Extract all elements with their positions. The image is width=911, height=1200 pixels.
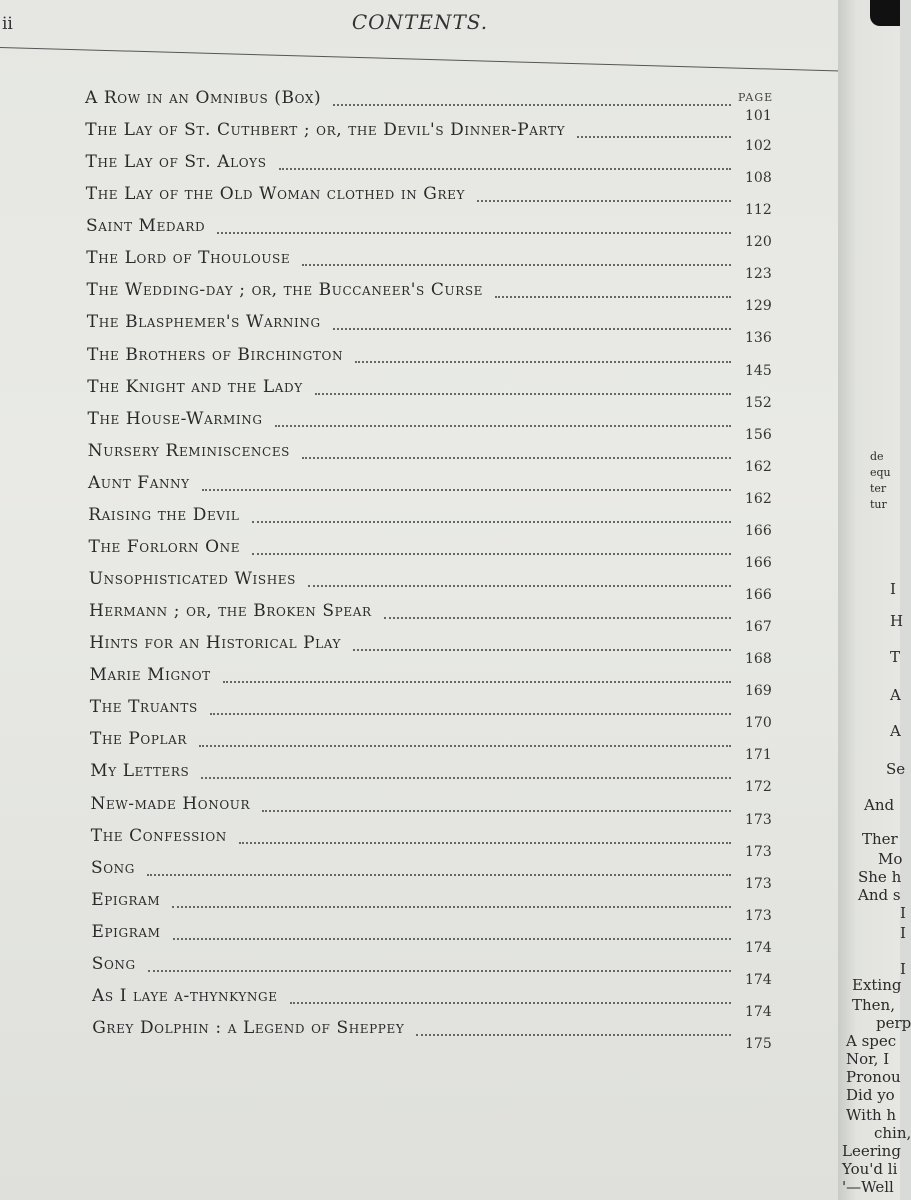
toc-entry-page: 169 bbox=[745, 683, 772, 700]
toc-entry bbox=[0, 504, 800, 539]
toc-entry bbox=[0, 601, 800, 636]
dot-leader bbox=[333, 90, 731, 106]
facing-page-text: A spec bbox=[846, 1032, 897, 1050]
toc-entry-title: The Knight and the Lady bbox=[87, 376, 303, 397]
facing-page-text: perp bbox=[876, 1014, 911, 1032]
dot-leader bbox=[279, 154, 731, 170]
toc-entry bbox=[0, 280, 800, 315]
facing-page-text: T bbox=[890, 648, 901, 666]
toc-entry-page: 173 bbox=[745, 907, 772, 924]
dot-leader bbox=[384, 603, 731, 619]
page-column-label: PAGE bbox=[738, 91, 774, 104]
facing-page-text: de bbox=[870, 450, 884, 463]
header-rule bbox=[0, 47, 845, 73]
toc-entry-page: 152 bbox=[745, 394, 772, 411]
toc-entry-title: The Blasphemer's Warning bbox=[86, 312, 321, 333]
toc-entry-title: Epigram bbox=[91, 889, 161, 910]
toc-entry-title: Song bbox=[91, 857, 135, 878]
dot-leader bbox=[477, 186, 731, 202]
facing-page-text: equ bbox=[870, 466, 891, 479]
facing-page-text: Ther bbox=[862, 830, 898, 848]
toc-entry-page: 162 bbox=[745, 490, 772, 507]
toc-entry-title: The Poplar bbox=[90, 729, 187, 750]
toc-entry-page: 101 bbox=[745, 108, 772, 124]
dot-leader bbox=[262, 796, 731, 812]
facing-page-text: Mo bbox=[878, 850, 903, 868]
toc-entry bbox=[0, 825, 800, 860]
facing-page-text: Nor, I bbox=[846, 1050, 890, 1068]
toc-entry bbox=[0, 921, 800, 956]
toc-entry-title: Unsophisticated Wishes bbox=[88, 569, 296, 590]
toc-entry-title: New-made Honour bbox=[90, 793, 251, 814]
toc-entry-title: Hermann ; or, the Broken Spear bbox=[89, 601, 372, 622]
book-edge bbox=[870, 0, 900, 26]
toc-entry bbox=[0, 857, 800, 892]
dot-leader bbox=[223, 667, 731, 683]
toc-entry bbox=[0, 793, 800, 828]
facing-page-text: Then, bbox=[852, 996, 895, 1014]
dot-leader bbox=[495, 282, 731, 298]
toc-entry-page: 174 bbox=[745, 1003, 772, 1020]
toc-entry bbox=[0, 761, 800, 796]
dot-leader bbox=[302, 250, 731, 266]
toc-entry bbox=[0, 889, 800, 924]
dot-leader bbox=[416, 1020, 731, 1036]
toc-entry bbox=[0, 152, 800, 187]
toc-entry bbox=[0, 472, 800, 507]
toc-entry bbox=[0, 312, 800, 347]
toc-entry bbox=[0, 344, 800, 379]
toc-entry bbox=[0, 569, 800, 604]
facing-page-text: A bbox=[890, 686, 901, 704]
facing-page-text: And s bbox=[858, 886, 901, 904]
dot-leader bbox=[239, 828, 731, 844]
dot-leader bbox=[315, 379, 731, 395]
toc-entry bbox=[0, 248, 800, 283]
toc-entry-title: Hints for an Historical Play bbox=[89, 633, 342, 654]
toc-entry-page: 167 bbox=[745, 619, 772, 636]
toc-entry bbox=[0, 665, 800, 700]
dot-leader bbox=[577, 122, 731, 138]
toc-entry-title: Song bbox=[91, 953, 136, 974]
toc-entry-page: 129 bbox=[745, 298, 772, 315]
toc-entry-page: 174 bbox=[745, 971, 772, 988]
facing-page-text: Leering bbox=[842, 1142, 901, 1160]
facing-page-text: Exting bbox=[852, 976, 902, 994]
toc-entry-title: Epigram bbox=[91, 921, 161, 942]
toc-entry bbox=[0, 376, 800, 411]
running-head: CONTENTS. bbox=[351, 10, 489, 34]
toc-entry-page: 123 bbox=[745, 266, 772, 283]
toc-entry-title: The Lay of St. Aloys bbox=[85, 152, 267, 173]
dot-leader bbox=[355, 347, 731, 363]
dot-leader bbox=[217, 218, 731, 234]
toc-entry-title: Saint Medard bbox=[86, 216, 206, 237]
toc-entry-page: 166 bbox=[745, 522, 772, 539]
dot-leader bbox=[147, 860, 731, 876]
toc-entry-page: 145 bbox=[745, 362, 772, 379]
dot-leader bbox=[308, 571, 731, 587]
dot-leader bbox=[275, 411, 731, 427]
toc-entry bbox=[0, 1018, 800, 1052]
toc-entry-page: 136 bbox=[745, 330, 772, 347]
toc-entry bbox=[0, 216, 800, 251]
toc-entry bbox=[0, 536, 800, 571]
dot-leader bbox=[201, 763, 731, 779]
toc-entry bbox=[0, 633, 800, 668]
toc-entry-page: 173 bbox=[745, 843, 772, 860]
dot-leader bbox=[148, 956, 731, 972]
dot-leader bbox=[202, 475, 731, 491]
facing-page-text: Se bbox=[886, 760, 906, 778]
dot-leader bbox=[199, 731, 731, 747]
toc-entry-title: My Letters bbox=[90, 761, 190, 782]
toc-entry-title: The Brothers of Birchington bbox=[87, 344, 344, 365]
toc-entry-title: Marie Mignot bbox=[89, 665, 211, 686]
toc-entry bbox=[0, 184, 800, 219]
toc-entry-page: 173 bbox=[745, 811, 772, 828]
toc-entry-title: The Confession bbox=[90, 825, 227, 846]
facing-page-text: I bbox=[900, 924, 906, 942]
facing-page-text: And bbox=[864, 796, 895, 814]
facing-page-text: I bbox=[900, 904, 906, 922]
facing-page-text: tur bbox=[870, 498, 887, 511]
toc-entry-page: 120 bbox=[745, 234, 772, 251]
facing-page-text: ter bbox=[870, 482, 887, 495]
page-number: ii bbox=[2, 14, 13, 34]
facing-page-text: She h bbox=[858, 868, 902, 886]
toc-entry-title: The Truants bbox=[89, 697, 198, 718]
dot-leader bbox=[333, 314, 731, 330]
facing-page-text: A bbox=[890, 722, 901, 740]
facing-page bbox=[838, 0, 911, 1200]
toc-entry bbox=[0, 88, 800, 124]
toc-entry-title: The Lord of Thoulouse bbox=[86, 248, 291, 269]
toc-entry-title: As I laye a-thynkynge bbox=[92, 985, 278, 1006]
dot-leader bbox=[173, 924, 732, 940]
dot-leader bbox=[210, 699, 731, 715]
facing-page-text: You'd li bbox=[842, 1160, 898, 1178]
dot-leader bbox=[172, 892, 731, 908]
toc-entry-title: Grey Dolphin : a Legend of Sheppey bbox=[92, 1018, 405, 1038]
dot-leader bbox=[290, 988, 731, 1004]
toc-entry-page: 170 bbox=[745, 715, 772, 732]
facing-page-text: '—Well bbox=[842, 1178, 894, 1196]
toc-entry bbox=[0, 953, 800, 988]
facing-page-text: I bbox=[890, 580, 896, 598]
dot-leader bbox=[353, 635, 731, 651]
toc-entry bbox=[0, 120, 800, 155]
toc-entry-page: 166 bbox=[745, 554, 772, 571]
toc-entry-title: Nursery Reminiscences bbox=[87, 440, 290, 461]
toc-entry-page: 102 bbox=[745, 138, 772, 155]
facing-page-text: H bbox=[890, 612, 904, 630]
toc-entry-page: 175 bbox=[745, 1036, 772, 1052]
toc-entry-page: 173 bbox=[745, 875, 772, 892]
toc-entry-page: 174 bbox=[745, 939, 772, 956]
facing-page-text: Did yo bbox=[846, 1086, 895, 1104]
toc-entry bbox=[0, 440, 800, 475]
toc-entry-page: 162 bbox=[745, 458, 772, 475]
facing-page-text: Pronou bbox=[846, 1068, 901, 1086]
toc-entry-title: Raising the Devil bbox=[88, 504, 240, 525]
facing-page-text: With h bbox=[846, 1106, 897, 1124]
toc-entry-page: 172 bbox=[745, 779, 772, 796]
toc-entry-title: Aunt Fanny bbox=[88, 472, 190, 493]
toc-entry-page: 168 bbox=[745, 651, 772, 668]
toc-entry-title: The Lay of the Old Woman clothed in Grey bbox=[85, 184, 465, 205]
toc-entry-title: A Row in an Omnibus (Box) bbox=[85, 88, 322, 108]
toc-entry-title: The Wedding-day ; or, the Buccaneer's Curse bbox=[86, 280, 484, 301]
toc-entry bbox=[0, 985, 800, 1020]
toc-entry bbox=[0, 729, 800, 764]
toc-entry bbox=[0, 697, 800, 732]
dot-leader bbox=[252, 507, 731, 523]
toc-entry-page: 171 bbox=[745, 747, 772, 764]
toc-entry-page: 108 bbox=[745, 170, 772, 187]
toc-entry-page: 166 bbox=[745, 587, 772, 604]
toc-entry-page: 112 bbox=[745, 202, 772, 219]
toc-entry-title: The Forlorn One bbox=[88, 536, 241, 557]
facing-page-text: I bbox=[900, 960, 906, 978]
toc-entry bbox=[0, 408, 800, 443]
dot-leader bbox=[252, 539, 731, 555]
facing-page-text: chin, bbox=[874, 1124, 911, 1142]
toc-entry-title: The House-Warming bbox=[87, 408, 263, 429]
toc-entry-title: The Lay of St. Cuthbert ; or, the Devil's Dinner-Party bbox=[85, 120, 566, 141]
toc-entry-page: 156 bbox=[745, 426, 772, 443]
dot-leader bbox=[302, 443, 731, 459]
